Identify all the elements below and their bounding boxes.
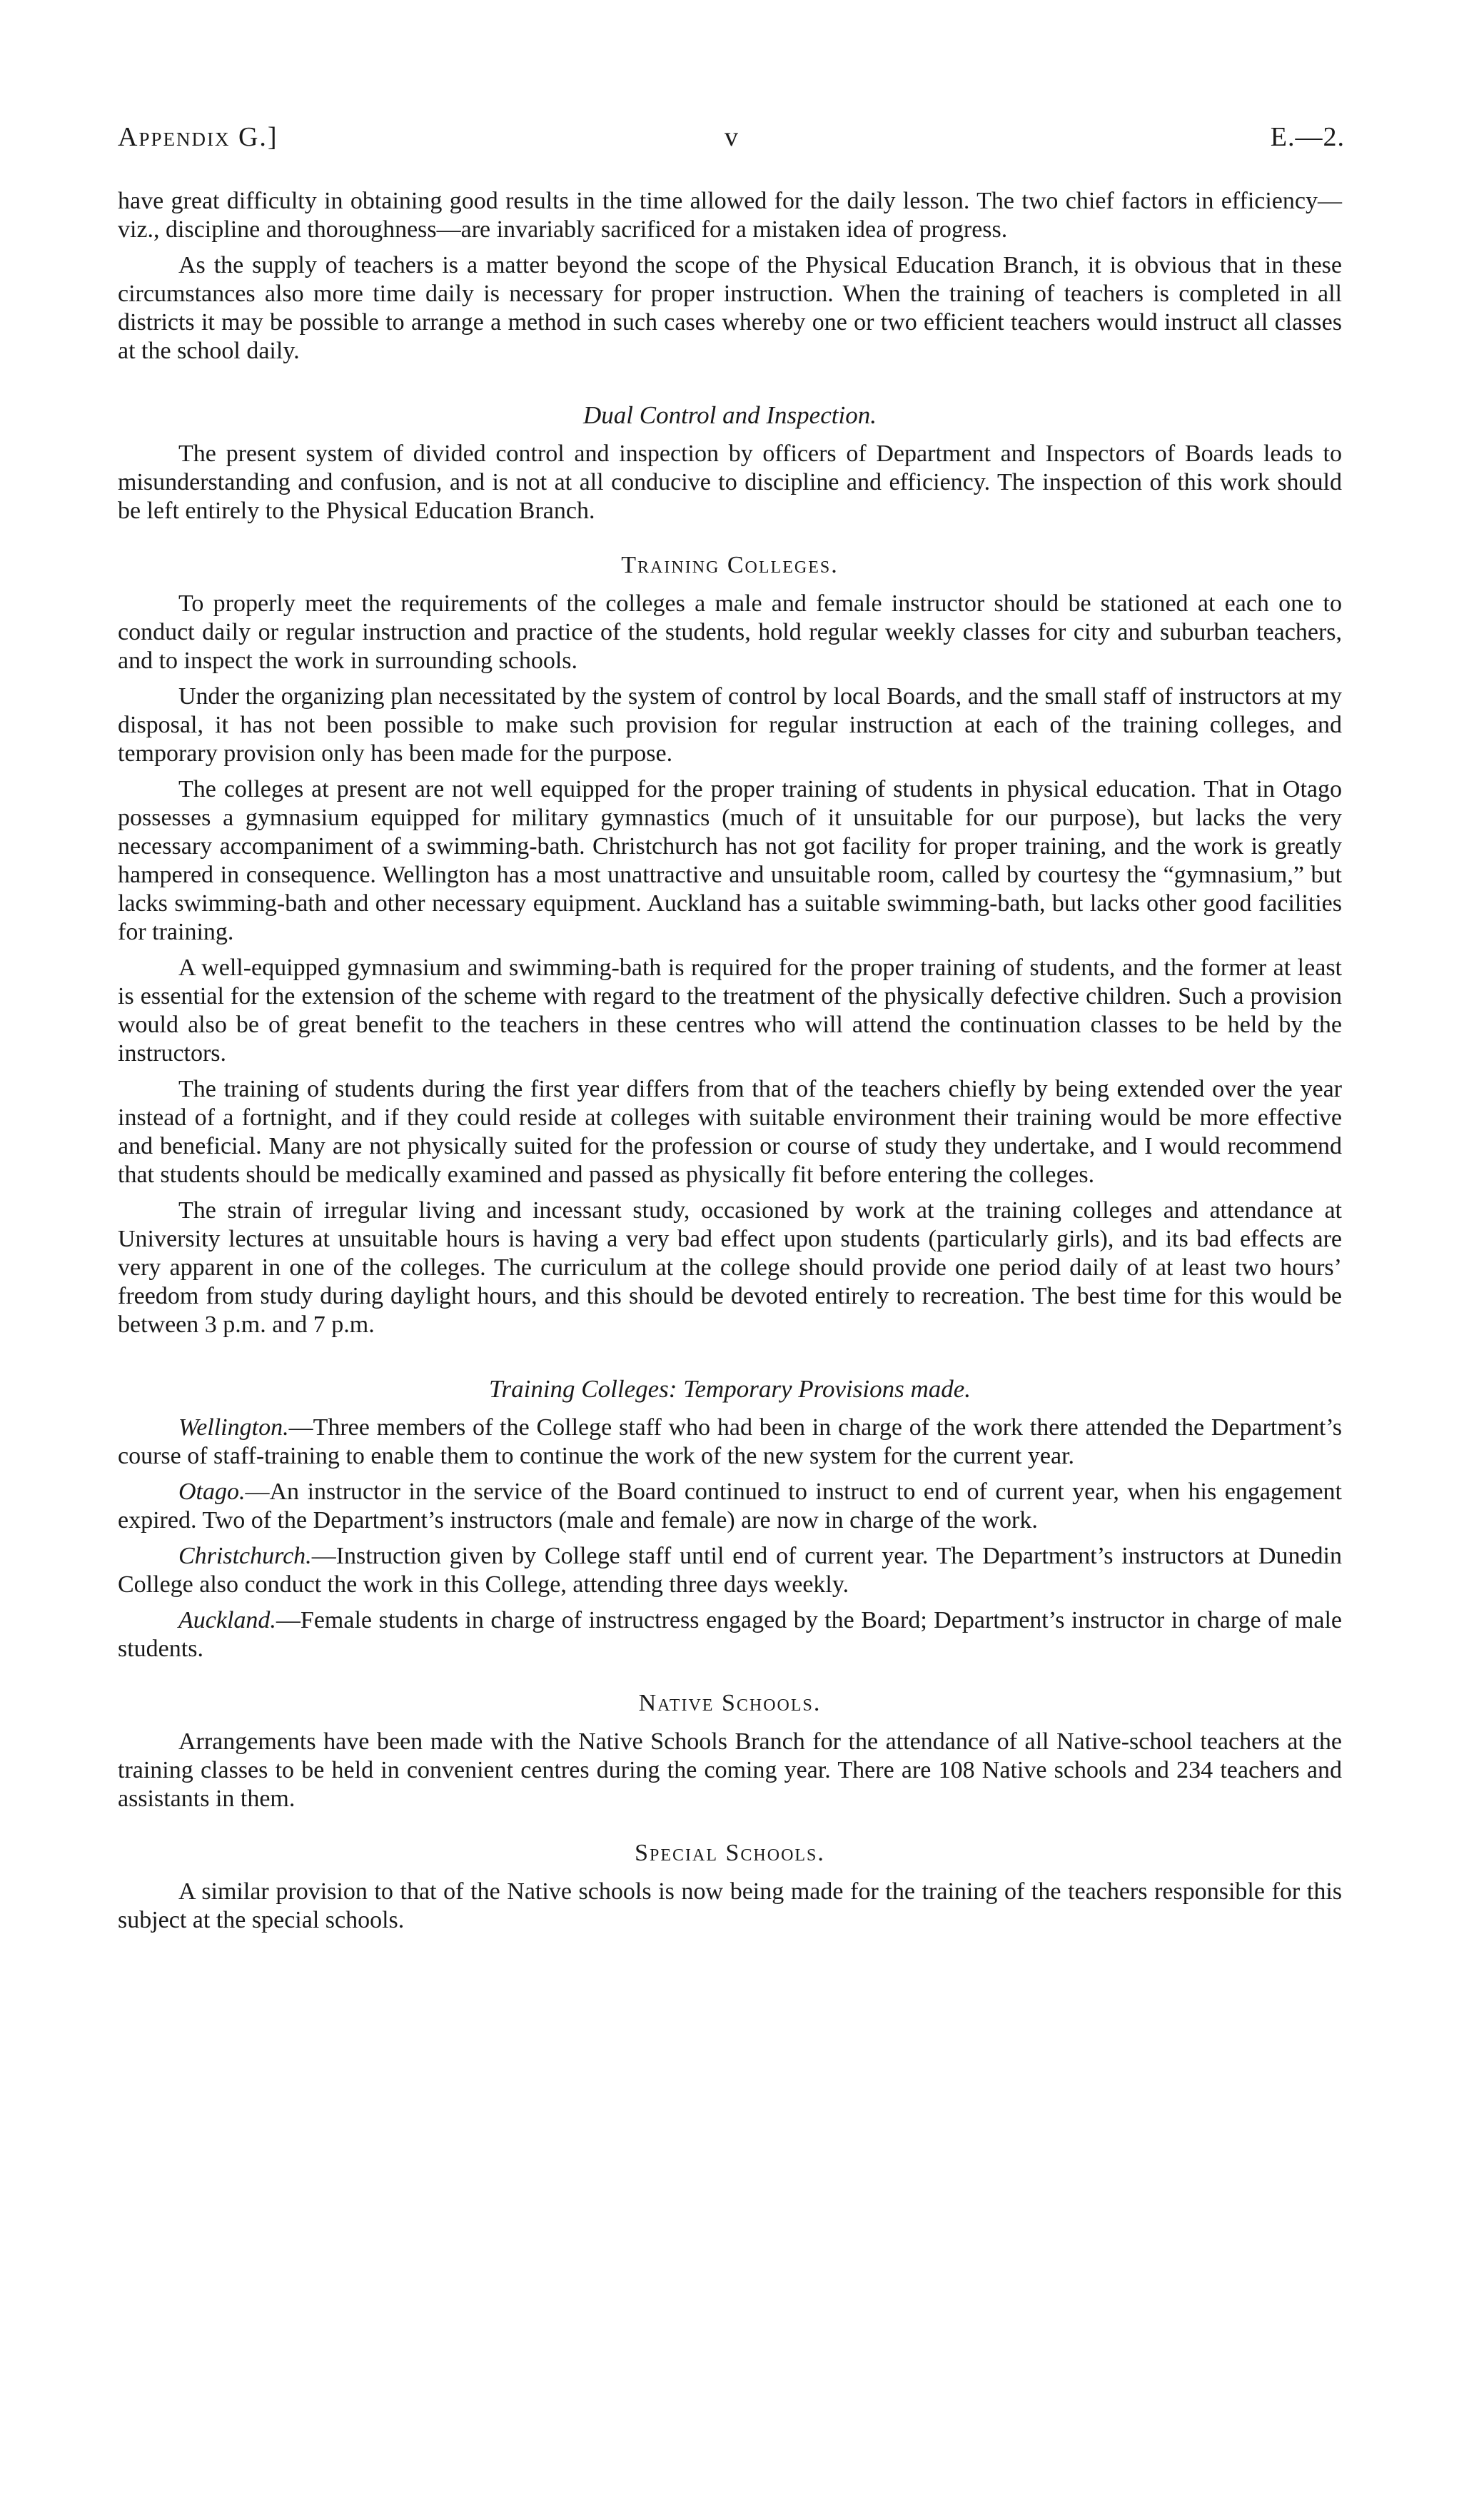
auckland-lead: Auckland. [178, 1607, 276, 1633]
heading-native-schools: Native Schools. [638, 1690, 822, 1716]
heading-dual-control: Dual Control and Inspection. [583, 401, 877, 429]
wellington-text: —Three members of the College staff who had been in charge of the work there attended the Department’s course of staff-training to enable them to continue the work of the new system for the current year. [118, 1414, 1342, 1469]
paragraph-auckland [118, 1606, 1342, 1663]
christchurch-lead: Christchurch. [178, 1543, 312, 1569]
otago-lead: Otago. [178, 1479, 246, 1505]
paragraph-requirements: To properly meet the requirements of the colleges a male and female instructor should be stationed at each one to conduct daily or regular instruction and practice of the students, hold regular weekly classes for city and suburban teachers, and to inspect the work in surrounding schools. [118, 590, 1342, 674]
document-body [118, 187, 1342, 1942]
paragraph-first-year: The training of students during the first year differs from that of the teachers chiefly by being extended over the year instead of a fortnight, and if they could reside at colleges with suitable environment their training would be more effective and beneficial. Many are not physically suited for the profession or course of study they undertake, and I would recommend that students should be medically examined and passed as physically fit before entering the colleges. [118, 1076, 1342, 1188]
paragraph-special-schools: A similar provision to that of the Native schools is now being made for the training of the teachers responsible for this subject at the special schools. [118, 1878, 1342, 1933]
paragraph-strain: The strain of irregular living and incessant study, occasioned by work at the training colleges and attendance at University lectures at unsuitable hours is having a very bad effect upon students (particularly girls), and its bad effects are very apparent in one of the colleges. The curriculum at the college should provide one period daily of at least two hours’ freedom from study during daylight hours, and this should be devoted entirely to recreation. The best time for this would be between 3 p.m. and 7 p.m. [118, 1197, 1342, 1338]
christchurch-text: —Instruction given by College staff until end of current year. The Department’s instructors at Dunedin College also conduct the work in this College, attending three days weekly. [118, 1543, 1342, 1598]
auckland-text: —Female students in charge of instructress engaged by the Board; Department’s instructor in charge of male students. [118, 1607, 1342, 1662]
otago-text: —An instructor in the service of the Board continued to instruct to end of current year, when his engagement expired. Two of the Department’s instructors (male and female) are now in charge of the work. [118, 1479, 1342, 1534]
heading-temporary-provisions: Training Colleges: Temporary Provisions made. [488, 1375, 971, 1403]
heading-special-schools: Special Schools. [635, 1840, 825, 1866]
paragraph-equipment: The colleges at present are not well equipped for the proper training of students in physical education. That in Otago possesses a gymnasium equipped for military gymnastics (much of it unsuitable for our purpose), but lacks the very necessary accompaniment of a swimming-bath. Christchurch has not got facility for proper training, and the work is greatly hampered in consequence. Wellington has a most unattractive and unsuitable room, called by courtesy the “gymnasium,” but lacks swimming-bath and other necessary equipment. Auckland has a suitable swimming-bath, but lacks other good facilities for training. [118, 776, 1342, 945]
heading-training-colleges: Training Colleges. [621, 552, 839, 578]
paragraph-dual-control: The present system of divided control and inspection by officers of Department and Inspectors of Boards leads to misunderstanding and confusion, and is not at all conducive to discipline and efficiency. The inspection of this work should be left entirely to the Physical Education Branch. [118, 440, 1342, 524]
paragraph-wellington [118, 1414, 1342, 1471]
document-code: E.—2. [1270, 122, 1345, 152]
paragraph-organizing-plan: Under the organizing plan necessitated by the system of control by local Boards, and the small staff of instructors at my disposal, it has not been possible to make such provision for regular instruction at each of the training colleges, and temporary provision only has been made for the purpose. [118, 683, 1342, 767]
paragraph-native-schools: Arrangements have been made with the Native Schools Branch for the attendance of all Native-school teachers at the training classes to be held in convenient centres during the coming year. There are 108 Native schools and 234 teachers and assistants in them. [118, 1728, 1342, 1812]
paragraph-christchurch [118, 1542, 1342, 1599]
page-header [118, 121, 1345, 164]
page-number: v [725, 122, 738, 152]
wellington-lead: Wellington. [178, 1414, 289, 1441]
paragraph-continuation: have great difficulty in obtaining good results in the time allowed for the daily lesson. The two chief factors in efficiency—viz., discipline and thoroughness—are invariably sacrificed for a mistaken idea of progress. [118, 188, 1342, 243]
paragraph-gymnasium: A well-equipped gymnasium and swimming-bath is required for the proper training of students, and the former at least is essential for the extension of the scheme with regard to the treatment of the physically defective children. Such a provision would also be of great benefit to the teachers in these centres who will attend the continuation classes to be held by the instructors. [118, 955, 1342, 1067]
paragraph-teacher-supply: As the supply of teachers is a matter beyond the scope of the Physical Education Branch, it is obvious that in these circumstances also more time daily is necessary for proper instruction. When the training of teachers is completed in all districts it may be possible to arrange a method in such cases whereby one or two efficient teachers would instruct all classes at the school daily. [118, 252, 1342, 364]
appendix-label: Appendix G.] [118, 122, 278, 152]
paragraph-otago [118, 1478, 1342, 1535]
